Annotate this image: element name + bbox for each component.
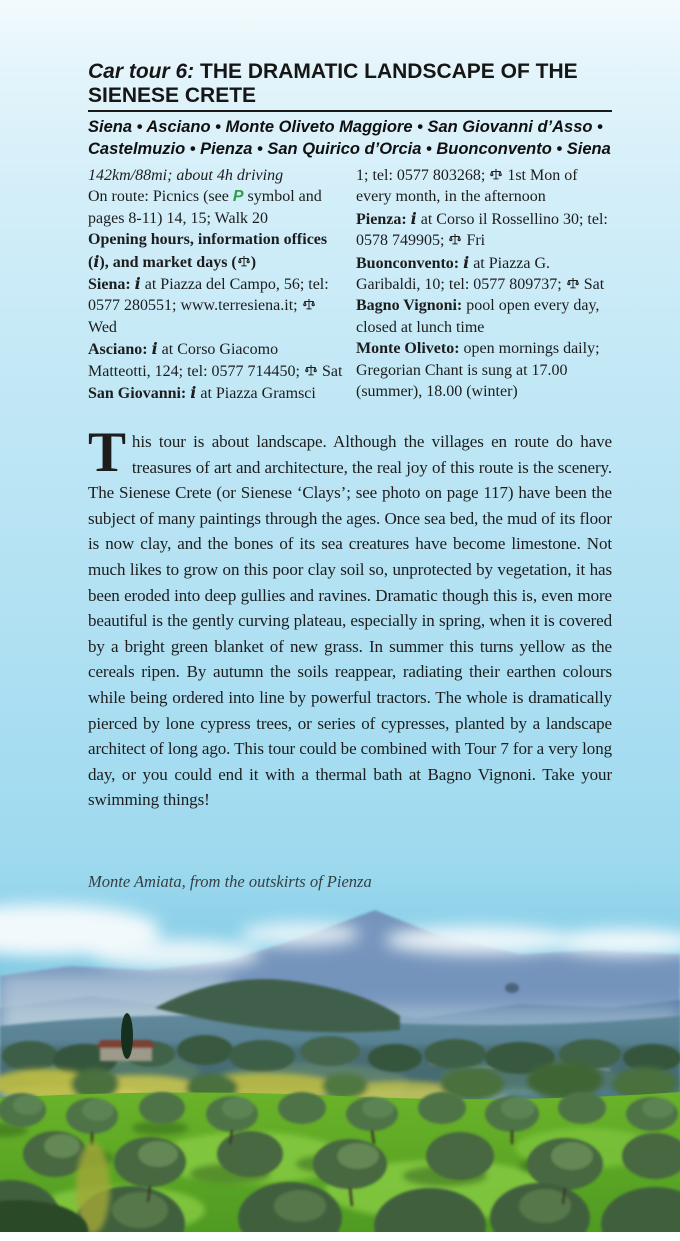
tour-number-label: Car tour 6: — [88, 60, 195, 83]
tour-description — [88, 429, 612, 813]
text-run: Opening hours, information offices ( — [88, 231, 328, 271]
tour-title-text: THE DRAMATIC LANDSCAPE OF THE SIENESE CRETE — [88, 60, 578, 107]
info-office-icon: i — [134, 274, 141, 294]
cypress-tree — [121, 1013, 133, 1059]
market-day-scales-icon — [566, 277, 580, 290]
place-name: Buonconvento: — [356, 254, 460, 272]
picnic-symbol: P — [232, 188, 244, 206]
text-run: ), and market days ( — [99, 253, 237, 271]
text-run: at Corso il Rossellino 30; tel: 0578 749905; — [356, 210, 608, 250]
market-day-scales-icon — [304, 364, 318, 377]
text-run: 1; tel: 0577 803268; — [356, 167, 490, 184]
text-run: pool open every day, closed at lunch time — [356, 297, 600, 336]
market-day: Fri — [466, 232, 486, 250]
market-day-scales-icon — [489, 168, 503, 181]
place-name: Monte Oliveto: — [356, 340, 460, 358]
info-columns — [88, 165, 612, 404]
page-title — [88, 60, 612, 108]
text-run: at Corso Giacomo Matteotti, 124; tel: 0577 714450; — [88, 341, 304, 380]
market-day: Wed — [88, 318, 117, 336]
market-day-scales-icon — [237, 255, 251, 268]
info-column-left — [88, 165, 344, 404]
landscape-photo — [0, 858, 680, 1232]
office-entry-asciano — [88, 338, 344, 382]
distance-line: 142km/88mi; about 4h driving — [88, 167, 284, 184]
place-name: Bagno Vignoni: — [356, 297, 463, 315]
office-entry-bagno-vignoni — [356, 295, 612, 338]
bottom-margin-strip — [0, 1232, 680, 1241]
office-entry-buonconvento — [356, 252, 612, 296]
text-run: open mornings daily; Gregorian Chant is sung at 17.00 (summer), 18.00 (winter) — [356, 340, 600, 401]
text-run: at Piazza del Campo, 56; tel: 0577 280551; www.terresiena.it; — [88, 276, 329, 315]
place-name: Asciano: — [88, 341, 148, 359]
on-route-line — [88, 186, 344, 229]
office-entry-san-giovanni-continued — [356, 165, 612, 208]
photo-olive-grove — [0, 1092, 680, 1232]
info-office-icon: i — [190, 383, 197, 403]
office-entry-san-giovanni — [88, 382, 344, 404]
place-name: San Giovanni: — [88, 385, 187, 403]
text-run: On route: Picnics (see — [88, 188, 233, 206]
market-day: 1st Mon of every month, in the afternoon — [356, 167, 578, 206]
tour-description-text: his tour is about landscape. Although the villages en route do have treasures of art and architecture, the real joy of this route is the scenery. The Sienese Crete (or Sienese ‘Clays’; see photo on page 117) have been the subject of many paintings through the ages. Once sea bed, the mud of its floor is now clay, and the bones of its sea creatures have become limestone. Not much likes to grow on this poor clay soil so, unprotected by vegetation, it has been eroded into deep gullies and ravines. Dramatic though this is, even more beautiful is the gently curving plateau, especially in spring, when it is covered by a bright green blanket of new grass. In summer this turns yellow as the cereals ripen. By autumn the soils reappear, radiating their earthen colours while being ordered into line by powerful tractors. The whole is dramatically pierced by lone cypress trees, or series of cypresses, planted by a landscape architect of long ago. This tour could be combined with Tour 7 for a very long day, or you could end it with a thermal bath at Bagno Vignoni. Take your swimming things! — [88, 432, 612, 810]
route-line: Siena • Asciano • Monte Oliveto Maggiore • San Giovanni d’Asso • Castelmuzio • Pienza • San Quirico d’Orcia • Buonconvento • Siena — [88, 118, 611, 158]
info-office-icon: i — [410, 208, 417, 228]
place-name: Siena: — [88, 276, 131, 294]
drop-cap: T — [88, 429, 126, 484]
opening-hours-heading — [88, 229, 344, 273]
office-entry-monte-oliveto — [356, 338, 612, 402]
market-day-scales-icon — [448, 233, 462, 246]
office-entry-pienza — [356, 208, 612, 252]
market-day: Sat — [583, 276, 605, 294]
office-entry-siena — [88, 273, 344, 338]
info-column-right — [356, 165, 612, 404]
text-run: ) — [250, 253, 257, 271]
title-divider — [88, 110, 612, 112]
text-run: at Piazza Gramsci — [196, 385, 316, 403]
text-run: at Piazza G. Garibaldi, 10; tel: 0577 809737; — [356, 254, 566, 294]
place-name: Pienza: — [356, 210, 407, 228]
info-office-icon: i — [93, 251, 100, 271]
market-day: Sat — [321, 362, 343, 380]
market-day-scales-icon — [302, 298, 316, 311]
text-run: symbol and pages 8-11) 14, 15; Walk 20 — [88, 188, 322, 227]
info-office-icon: i — [463, 252, 470, 272]
info-office-icon: i — [151, 339, 158, 359]
